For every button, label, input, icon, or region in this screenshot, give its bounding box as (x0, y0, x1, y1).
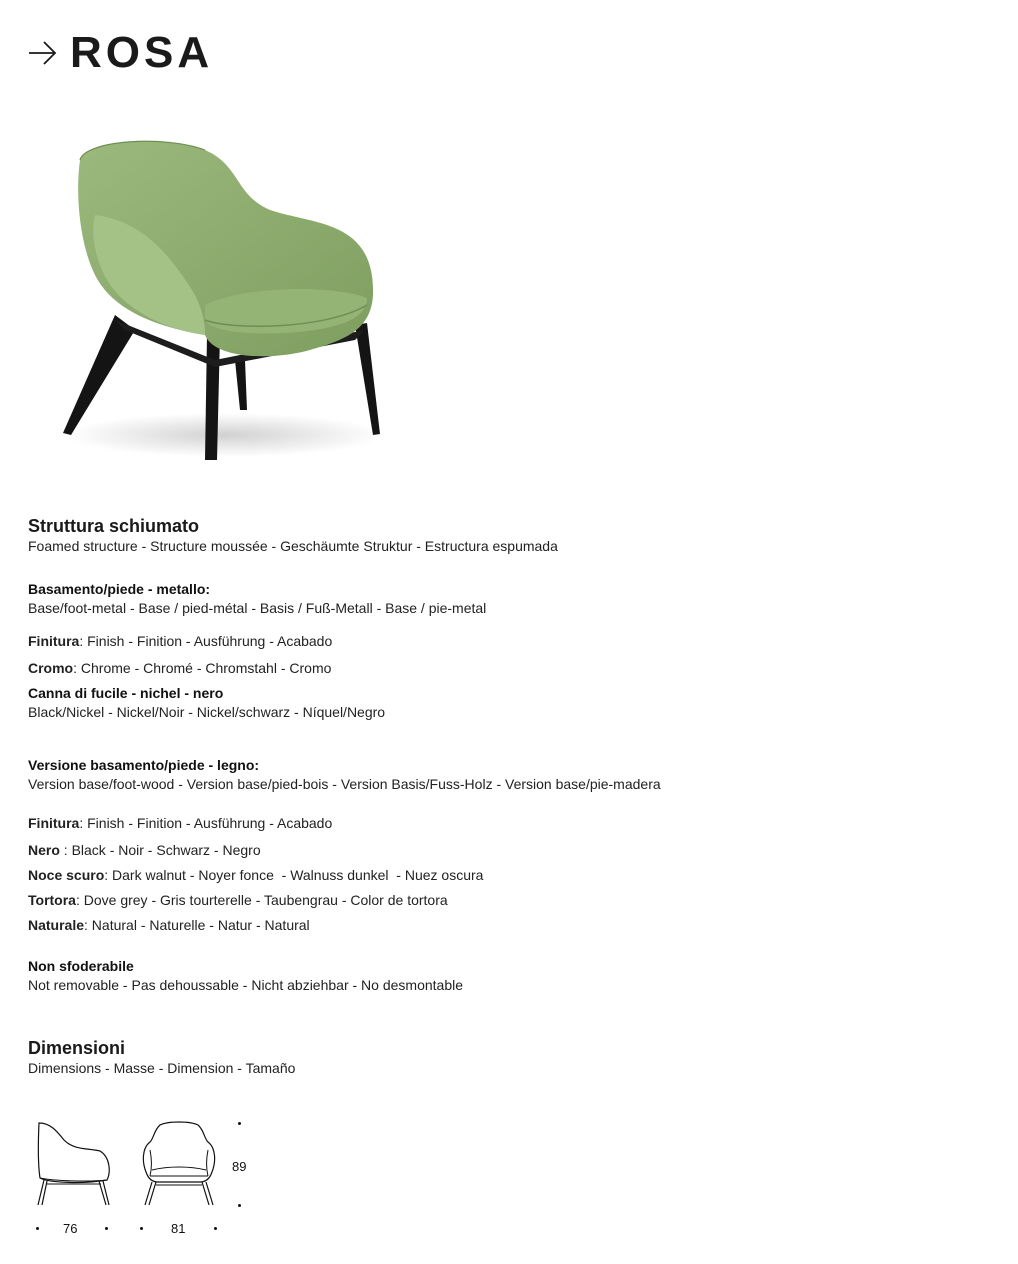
finitura-text: : Finish - Finition - Ausführung - Acabado (79, 633, 333, 649)
noce-text: : Dark walnut - Noyer fonce - Walnuss dunkel - Nuez oscura (104, 867, 484, 883)
finitura-text: : Finish - Finition - Ausführung - Acabado (79, 815, 333, 831)
tortora-label: Tortora (28, 892, 76, 908)
arrow-right-icon (28, 40, 58, 66)
naturale-text: : Natural - Naturelle - Natur - Natural (84, 917, 310, 933)
legno-title: Versione basamento/piede - legno: (28, 757, 260, 773)
metallo-subtitle: Base/foot-metal - Base / pied-métal - Basis / Fuß-Metall - Base / pie-metal (28, 600, 487, 616)
dimensioni-title: Dimensioni (28, 1038, 126, 1058)
width-value: 81 (171, 1221, 186, 1236)
height-value: 89 (232, 1159, 247, 1174)
struttura-subtitle: Foamed structure - Structure moussée - Geschäumte Struktur - Estructura espumada (28, 538, 558, 554)
finitura-label: Finitura (28, 815, 80, 831)
depth-value: 76 (63, 1221, 78, 1236)
noce-label: Noce scuro (28, 867, 105, 883)
legno-finitura-row (28, 814, 988, 833)
dimensions-diagram (28, 1115, 288, 1245)
legno-subtitle: Version base/foot-wood - Version base/pied-bois - Version Basis/Fuss-Holz - Version base/pie-madera (28, 776, 661, 792)
specifications (28, 515, 988, 1078)
metallo-finitura-row (28, 632, 988, 651)
naturale-label: Naturale (28, 917, 85, 933)
naturale-row (28, 916, 988, 935)
chair-side-drawing (34, 1120, 114, 1212)
canna-label: Canna di fucile - nichel - nero (28, 685, 224, 701)
nero-row (28, 841, 988, 860)
cromo-row (28, 659, 988, 678)
product-title: ROSA (70, 28, 214, 77)
tortora-row (28, 891, 988, 910)
nero-text: : Black - Noir - Schwarz - Negro (59, 842, 261, 858)
page-header (28, 30, 213, 76)
nero-label: Nero (28, 842, 60, 858)
tortora-text: : Dove grey - Gris tourterelle - Taubengrau - Color de tortora (75, 892, 448, 908)
noce-row (28, 866, 988, 885)
finitura-label: Finitura (28, 633, 80, 649)
struttura-title: Struttura schiumato (28, 516, 200, 536)
cromo-text: : Chrome - Chromé - Chromstahl - Cromo (73, 660, 332, 676)
dimensioni-subtitle: Dimensions - Masse - Dimension - Tamaño (28, 1060, 296, 1076)
cromo-label: Cromo (28, 660, 74, 676)
canna-text: Black/Nickel - Nickel/Noir - Nickel/schwarz - Níquel/Negro (28, 704, 386, 720)
sfoderabile-subtitle: Not removable - Pas dehoussable - Nicht abziehbar - No desmontable (28, 977, 464, 993)
chair-front-drawing (138, 1120, 220, 1212)
metallo-title: Basamento/piede - metallo: (28, 581, 211, 597)
product-image-armchair (55, 135, 390, 470)
sfoderabile-title: Non sfoderabile (28, 958, 134, 974)
